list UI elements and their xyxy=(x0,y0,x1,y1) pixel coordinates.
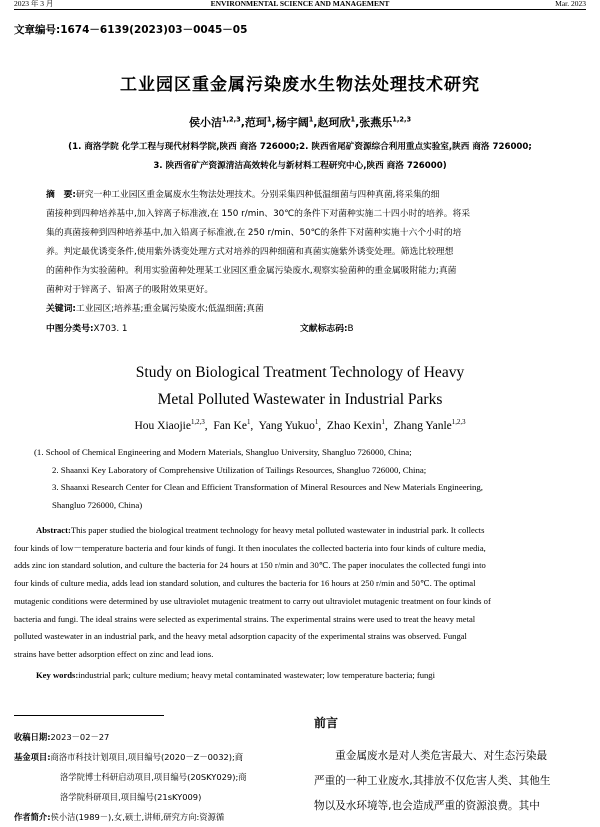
title-english-line: Study on Biological Treatment Technology of Heavy xyxy=(135,364,465,381)
author-name: 杨宇阔 xyxy=(275,116,309,129)
author-name: 范珂 xyxy=(244,116,267,129)
abstract-cn-line: 菌种对于锌离子、铅离子的吸附效果更好。 xyxy=(46,285,214,295)
author-sup: 1,2,3 xyxy=(190,419,205,427)
running-header xyxy=(14,0,586,10)
abstract-en-line: polluted wastewater in an industrial park, and the heavy metal adsorption capacity of the experimental strains was observed. Fungal xyxy=(14,631,467,642)
intro-line: 严重的一种工业废水,其排放不仅危害人类、其他生 xyxy=(314,775,551,787)
authors-english: Hou Xiaojie$^{1,2,3}$, Fan Ke$^1$, Yang Yukuo$^1$, Zhao Kexin$^1$, Zhang Yanle$^{1,2,3}$ xyxy=(134,419,466,432)
author-sup: 1 xyxy=(381,419,385,427)
author-sup: 1,2,3 xyxy=(221,115,241,124)
abstract-en-line: bacteria and fungi. The ideal strains were selected as experimental strains. The experimental strains were used to treat the heavy metal xyxy=(14,613,476,624)
author-sup: 1 xyxy=(350,115,356,124)
fund-project-line: 洛学院博士科研启动项目,项目编号(20SKY029);商 xyxy=(60,772,247,782)
affiliations-english xyxy=(34,444,564,514)
intro-line: 物以及水环境等,也会造成严重的资源浪费。其中 xyxy=(314,800,540,812)
author-name: Yang Yukuo xyxy=(258,420,315,432)
affiliation-en-line: 3. Shaanxi Research Center for Clean and Efficient Transformation of Mineral Resources and New Materials Engineering, xyxy=(52,482,484,492)
author-sup: 1 xyxy=(314,419,319,427)
abstract-cn-line: 摘 要:研究一种工业园区重金属废水生物法处理技术。分别采集四种低温细菌与四种真菌,将采集的细 xyxy=(46,190,440,200)
clc-value: X703. 1 xyxy=(93,324,128,334)
title-english-line: Metal Polluted Wastewater in Industrial Parks xyxy=(157,391,443,408)
footnotes xyxy=(14,727,300,827)
fund-project-line: 洛学院科研项目,项目编号(21sKY009) xyxy=(60,792,202,802)
abstract-en-line: adds zinc ion standard solution, and culture the bacteria for 24 hours at 150 r/min and 30℃. The paper inoculates the collected fungi into xyxy=(14,560,486,571)
title-chinese: 工业园区重金属污染废水生物法处理技术研究 xyxy=(120,75,480,95)
abstract-cn-line: 集的真菌接种到四种培养基中,加入铅离子标准液,在 250 r/min、50℃的条件下对菌种实施十六个小时的培 xyxy=(46,228,462,238)
keywords-cn-text: 工业园区;培养基;重金属污染废水;低温细菌;真菌 xyxy=(75,304,264,314)
abstract-cn-line: 的菌种作为实验菌种。利用实验菌种处理某工业园区重金属污染废水,观察实验菌种的重金属吸附能力;真菌 xyxy=(46,266,457,276)
author-sup: 1 xyxy=(246,419,251,427)
author-name: Hou Xiaojie xyxy=(134,420,191,432)
author-bio: 作者简介:侯小洁(1989－),女,硕士,讲师,研究方向:资源循 xyxy=(14,812,225,822)
abstract-en-line: four kinds of low－temperature bacteria and four kinds of fungi. It then inoculates the collected bacteria into four kinds of culture media, xyxy=(14,542,486,553)
keywords-en-text: industrial park; culture medium; heavy metal contaminated wastewater; low temperature bacteria; fungi xyxy=(78,670,435,680)
intro-line: 重金属废水是对人类危害最大、对生态污染最 xyxy=(314,750,548,762)
section-heading-intro: 前言 xyxy=(314,716,339,730)
intro-body xyxy=(314,744,592,819)
author-name: 侯小洁 xyxy=(188,116,222,129)
document-code xyxy=(300,320,500,339)
doc-code-value: B xyxy=(347,324,354,334)
abstract-chinese xyxy=(46,186,556,300)
author-sup: 1 xyxy=(266,115,272,124)
abstract-en-line: Abstract:This paper studied the biological treatment technology for heavy metal polluted wastewater in industrial park. It collects xyxy=(36,525,485,535)
abstract-cn-line: 菌接种到四种培养基中,加入锌离子标准液,在 150 r/min、30℃的条件下对菌种实施二十四小时的培养。将采 xyxy=(46,209,471,219)
affiliation-en-line: 2. Shaanxi Key Laboratory of Comprehensive Utilization of Tailings Resources, Shangluo 726000, China; xyxy=(52,464,427,475)
header-date-en: Mar. 2023 xyxy=(555,0,586,8)
article-number: 文章编号:1674－6139(2023)03－0045－05 xyxy=(14,24,248,36)
author-name: Zhao Kexin xyxy=(326,420,382,432)
affiliation-cn-line: 3. 陕西省矿产资源清洁高效转化与新材料工程研究中心,陕西 商洛 726000) xyxy=(153,161,447,171)
abstract-en-line: strains have better adsorption effect on zinc and lead ions. xyxy=(14,648,214,659)
abstract-en-label: Abstract: xyxy=(36,525,71,535)
clc-label: 中图分类号: xyxy=(46,324,94,334)
doc-code-label: 文献标志码: xyxy=(300,324,348,334)
abstract-english xyxy=(14,522,588,664)
author-sup: 1 xyxy=(308,115,314,124)
keywords-en-label: Key words: xyxy=(36,670,79,680)
abstract-en-line: mutagenic conditions were determined by use ultraviolet mutagenic treatment to carry out ultraviolet mutagenic treatment on four kinds of xyxy=(14,595,491,606)
keywords-cn-label: 关键词: xyxy=(46,304,76,314)
abstract-cn-line: 养。判定最优诱变条件,使用紫外诱变处理方式对培养的四种细菌和真菌实施紫外诱变处理。筛选比较理想 xyxy=(46,247,454,257)
affiliation-cn-line: (1. 商洛学院 化学工程与现代材料学院,陕西 商洛 726000;2. 陕西省尾矿资源综合利用重点实验室,陕西 商洛 726000; xyxy=(68,142,532,152)
journal-name: ENVIRONMENTAL SCIENCE AND MANAGEMENT xyxy=(210,0,390,8)
affiliation-en-line: (1. School of Chemical Engineering and Modern Materials, Shangluo University, Shangluo 726000, China; xyxy=(34,447,412,457)
abstract-cn-label: 摘 要: xyxy=(46,190,76,200)
header-date: 2023 年 3 月 xyxy=(14,0,54,8)
author-sup: 1,2,3 xyxy=(392,115,412,124)
footnote-divider xyxy=(14,715,164,716)
author-name: Fan Ke xyxy=(213,420,247,432)
received-date: 收稿日期:2023－02－27 xyxy=(14,732,110,742)
author-sup: 1,2,3 xyxy=(451,419,466,427)
authors-chinese: 侯小洁$^{1,2,3}$,范珂$^1$,杨宇阔$^1$,赵珂欣$^1$,张燕乐$^{1,2,3}$ xyxy=(188,115,412,129)
affiliation-en-line: Shangluo 726000, China) xyxy=(52,499,143,510)
author-name: 赵珂欣 xyxy=(317,116,351,129)
author-name: 张燕乐 xyxy=(359,116,393,129)
author-name: Zhang Yanle xyxy=(393,420,452,432)
keywords-chinese xyxy=(46,300,556,319)
clc-number xyxy=(46,320,246,339)
keywords-english xyxy=(36,670,588,680)
fund-project: 基金项目:商洛市科技计划项目,项目编号(2020－Z－0032);商 xyxy=(14,752,244,762)
abstract-en-line: four kinds of culture media, adds lead ion standard solution, and cultures the bacteria for 16 hours at 250 r/min and 50℃. The optimal xyxy=(14,578,476,589)
